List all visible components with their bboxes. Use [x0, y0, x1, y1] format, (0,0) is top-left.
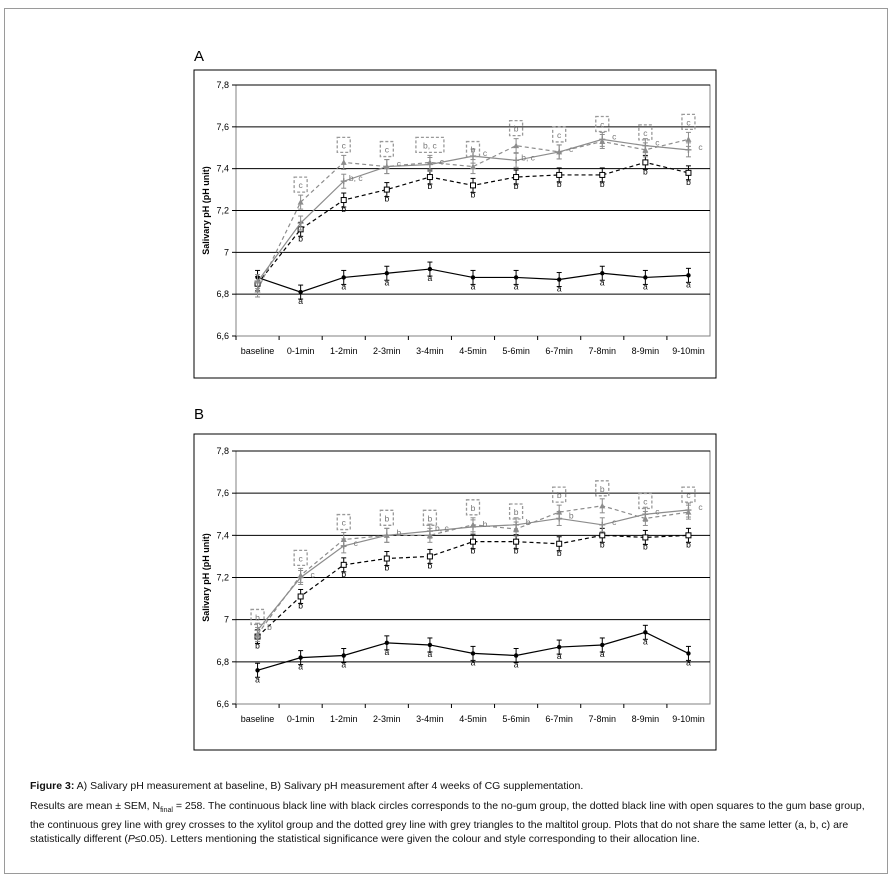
panel-label-b: B — [194, 406, 205, 423]
significance-letter: c — [686, 117, 691, 128]
significance-letter: c — [600, 119, 605, 130]
significance-letter: c — [439, 156, 445, 167]
significance-letter: b — [686, 176, 691, 187]
x-tick-label: 7-8min — [588, 714, 617, 724]
chart-box — [194, 434, 716, 750]
significance-letter: c — [698, 141, 703, 152]
significance-letter: b — [513, 123, 519, 134]
significance-letter: a — [298, 296, 304, 307]
data-point-gum-base — [471, 539, 476, 544]
y-tick-label: 7,2 — [216, 572, 229, 583]
significance-letter: c — [612, 516, 617, 527]
significance-letter: b — [427, 560, 433, 571]
y-tick-label: 6,8 — [216, 289, 229, 300]
significance-letter: c — [310, 569, 315, 580]
significance-letter: b — [599, 539, 605, 550]
significance-letter: c — [569, 143, 574, 154]
significance-letter: b — [267, 622, 272, 633]
x-tick-label: 1-2min — [329, 346, 358, 356]
caption-heading-bold: Figure 3: — [30, 780, 75, 792]
significance-letter: a — [470, 657, 476, 668]
y-tick-label: 7 — [223, 614, 229, 625]
data-point-gum-base — [643, 535, 648, 540]
figure-caption — [30, 779, 870, 852]
x-tick-label: 6-7min — [545, 346, 573, 356]
caption-heading — [30, 779, 870, 793]
significance-letter: a — [513, 281, 519, 292]
significance-letter: b — [384, 193, 390, 204]
data-point-no-gum — [385, 641, 389, 645]
data-point-no-gum — [298, 655, 302, 659]
significance-letter: c — [353, 537, 358, 548]
data-point-no-gum — [686, 651, 690, 655]
significance-letter: b — [427, 181, 433, 192]
significance-letter: b — [513, 507, 519, 518]
significance-letter: a — [513, 659, 519, 670]
significance-letter: a — [341, 281, 347, 292]
significance-letter: c — [298, 553, 303, 564]
significance-letter: b — [513, 545, 519, 556]
y-tick-label: 6,8 — [216, 656, 229, 667]
significance-letter: b — [525, 516, 531, 527]
x-tick-label: 5-6min — [502, 346, 530, 356]
x-tick-label: 0-1min — [286, 346, 315, 356]
data-point-no-gum — [255, 668, 259, 672]
data-point-gum-base — [600, 533, 605, 538]
significance-letter: b — [470, 189, 476, 200]
significance-letter: a — [642, 636, 648, 647]
significance-letter: b — [556, 178, 562, 189]
caption-body-italic: P — [127, 833, 135, 846]
data-point-gum-base — [298, 594, 303, 599]
significance-letter: b — [642, 541, 648, 552]
caption-body-pre: Results are mean ± SEM, N — [30, 800, 161, 812]
significance-letter: c — [643, 127, 648, 138]
significance-letter: b — [599, 178, 605, 189]
significance-letter: c — [655, 506, 660, 517]
y-tick-label: 7,8 — [216, 446, 229, 456]
significance-letter: b, c — [521, 152, 535, 163]
significance-letter: c — [482, 148, 488, 159]
significance-letter: b, c — [423, 140, 437, 151]
caption-heading-text: A) Salivary pH measurement at baseline, B) Salivary pH measurement after 4 weeks of CG supplementation. — [74, 780, 584, 792]
data-point-gum-base — [341, 562, 346, 567]
significance-letter: b — [470, 545, 476, 556]
data-point-no-gum — [643, 630, 647, 634]
significance-letter: c — [396, 158, 401, 169]
significance-letter: c — [698, 502, 703, 513]
data-point-no-gum — [342, 653, 346, 657]
significance-letter: a — [255, 674, 260, 685]
significance-letter: b — [255, 640, 260, 651]
y-tick-label: 7,6 — [216, 488, 229, 499]
significance-letter: b — [341, 204, 347, 215]
significance-letter: b — [599, 483, 605, 494]
significance-letter: a — [384, 646, 390, 657]
significance-letter: b — [513, 181, 519, 192]
caption-body — [30, 799, 870, 846]
significance-letter: b — [470, 144, 476, 155]
x-tick-label: baseline — [240, 714, 275, 724]
significance-letter: b — [396, 527, 402, 538]
x-tick-label: 6-7min — [545, 714, 573, 724]
y-tick-label: 7 — [223, 247, 229, 258]
x-tick-label: 3-4min — [416, 714, 444, 724]
x-tick-label: 2-3min — [373, 346, 401, 356]
significance-letter: b, c — [435, 523, 449, 534]
significance-letter: a — [298, 661, 304, 672]
y-tick-label: 7,8 — [216, 80, 229, 90]
data-point-no-gum — [514, 653, 518, 657]
significance-letter: a — [556, 651, 562, 662]
data-point-no-gum — [557, 645, 561, 649]
significance-letter: b — [298, 233, 304, 244]
significance-letter: a — [556, 283, 562, 294]
significance-letter: a — [642, 281, 648, 292]
x-tick-label: 9-10min — [672, 714, 705, 724]
y-tick-label: 6,6 — [216, 331, 229, 341]
significance-letter: a — [427, 273, 433, 284]
x-tick-label: 2-3min — [373, 714, 401, 724]
significance-letter: b — [384, 513, 390, 524]
significance-letter: b — [255, 612, 260, 623]
significance-letter: c — [341, 140, 346, 151]
x-tick-label: 9-10min — [672, 346, 705, 356]
x-tick-label: 4-5min — [459, 714, 487, 724]
x-tick-label: 3-4min — [416, 346, 444, 356]
x-tick-label: 5-6min — [502, 714, 530, 724]
significance-letter: b — [470, 502, 476, 513]
y-tick-label: 7,4 — [216, 163, 229, 174]
significance-letter: c — [643, 496, 648, 507]
x-tick-label: 7-8min — [588, 346, 617, 356]
significance-letter: b — [642, 166, 648, 177]
data-point-gum-base — [384, 556, 389, 561]
significance-letter: a — [686, 657, 691, 668]
panel-label-a: A — [194, 48, 205, 65]
x-tick-label: 8-9min — [631, 714, 660, 724]
significance-letter: b — [568, 510, 574, 521]
significance-letter: b — [427, 513, 433, 524]
data-point-no-gum — [428, 643, 432, 647]
significance-letter: b — [384, 562, 390, 573]
significance-letter: c — [655, 137, 660, 148]
data-point-gum-base — [427, 554, 432, 559]
x-tick-label: 8-9min — [631, 346, 660, 356]
significance-letter: b — [556, 547, 562, 558]
x-tick-label: 0-1min — [286, 714, 315, 724]
data-point-gum-base — [686, 533, 691, 538]
significance-letter: b — [556, 490, 562, 501]
data-point-no-gum — [471, 651, 475, 655]
significance-letter: c — [612, 131, 617, 142]
data-point-gum-base — [514, 539, 519, 544]
data-point-gum-base — [557, 541, 562, 546]
caption-body-mid: = 258. The continuous black line with black circles corresponds to the no-gum group, the dotted black line with open squares to the gum base group, the continuous grey line with grey crosses to the xylitol group and the dotted grey line with grey triangles to the maltitol group. Plots that do not share the same letter (a, b, c) are statistically different ( — [30, 800, 865, 846]
significance-letter: c — [384, 144, 389, 155]
y-tick-label: 7,6 — [216, 121, 229, 132]
significance-letter: b — [686, 539, 691, 550]
significance-letter: c — [686, 490, 691, 501]
significance-letter: a — [599, 277, 605, 288]
y-axis-label: Salivary pH (pH unit) — [201, 533, 211, 622]
significance-letter: b, c — [348, 173, 363, 184]
significance-letter: c — [557, 129, 562, 140]
data-point-no-gum — [600, 643, 604, 647]
significance-letter: b — [341, 568, 347, 579]
y-tick-label: 7,2 — [216, 205, 229, 216]
significance-letter: a — [427, 648, 433, 659]
x-tick-label: 1-2min — [329, 714, 358, 724]
caption-body-sub: final — [160, 807, 173, 815]
significance-letter: b — [298, 600, 304, 611]
y-axis-label: Salivary pH (pH unit) — [201, 166, 211, 255]
significance-letter: a — [686, 279, 691, 290]
x-tick-label: baseline — [240, 346, 275, 356]
significance-letter: a — [470, 281, 476, 292]
y-tick-label: 7,4 — [216, 530, 229, 541]
significance-letter: c — [341, 517, 346, 528]
caption-body-post: ≤0.05). Letters mentioning the statistical significance were given the colour and style corresponding to their allocation line. — [134, 833, 700, 846]
significance-letter: a — [341, 659, 347, 670]
y-tick-label: 6,6 — [216, 699, 229, 709]
significance-letter: a — [599, 648, 605, 659]
significance-letter: c — [298, 180, 303, 191]
significance-letter: b — [482, 518, 488, 529]
x-tick-label: 4-5min — [459, 346, 487, 356]
significance-letter: a — [384, 277, 390, 288]
